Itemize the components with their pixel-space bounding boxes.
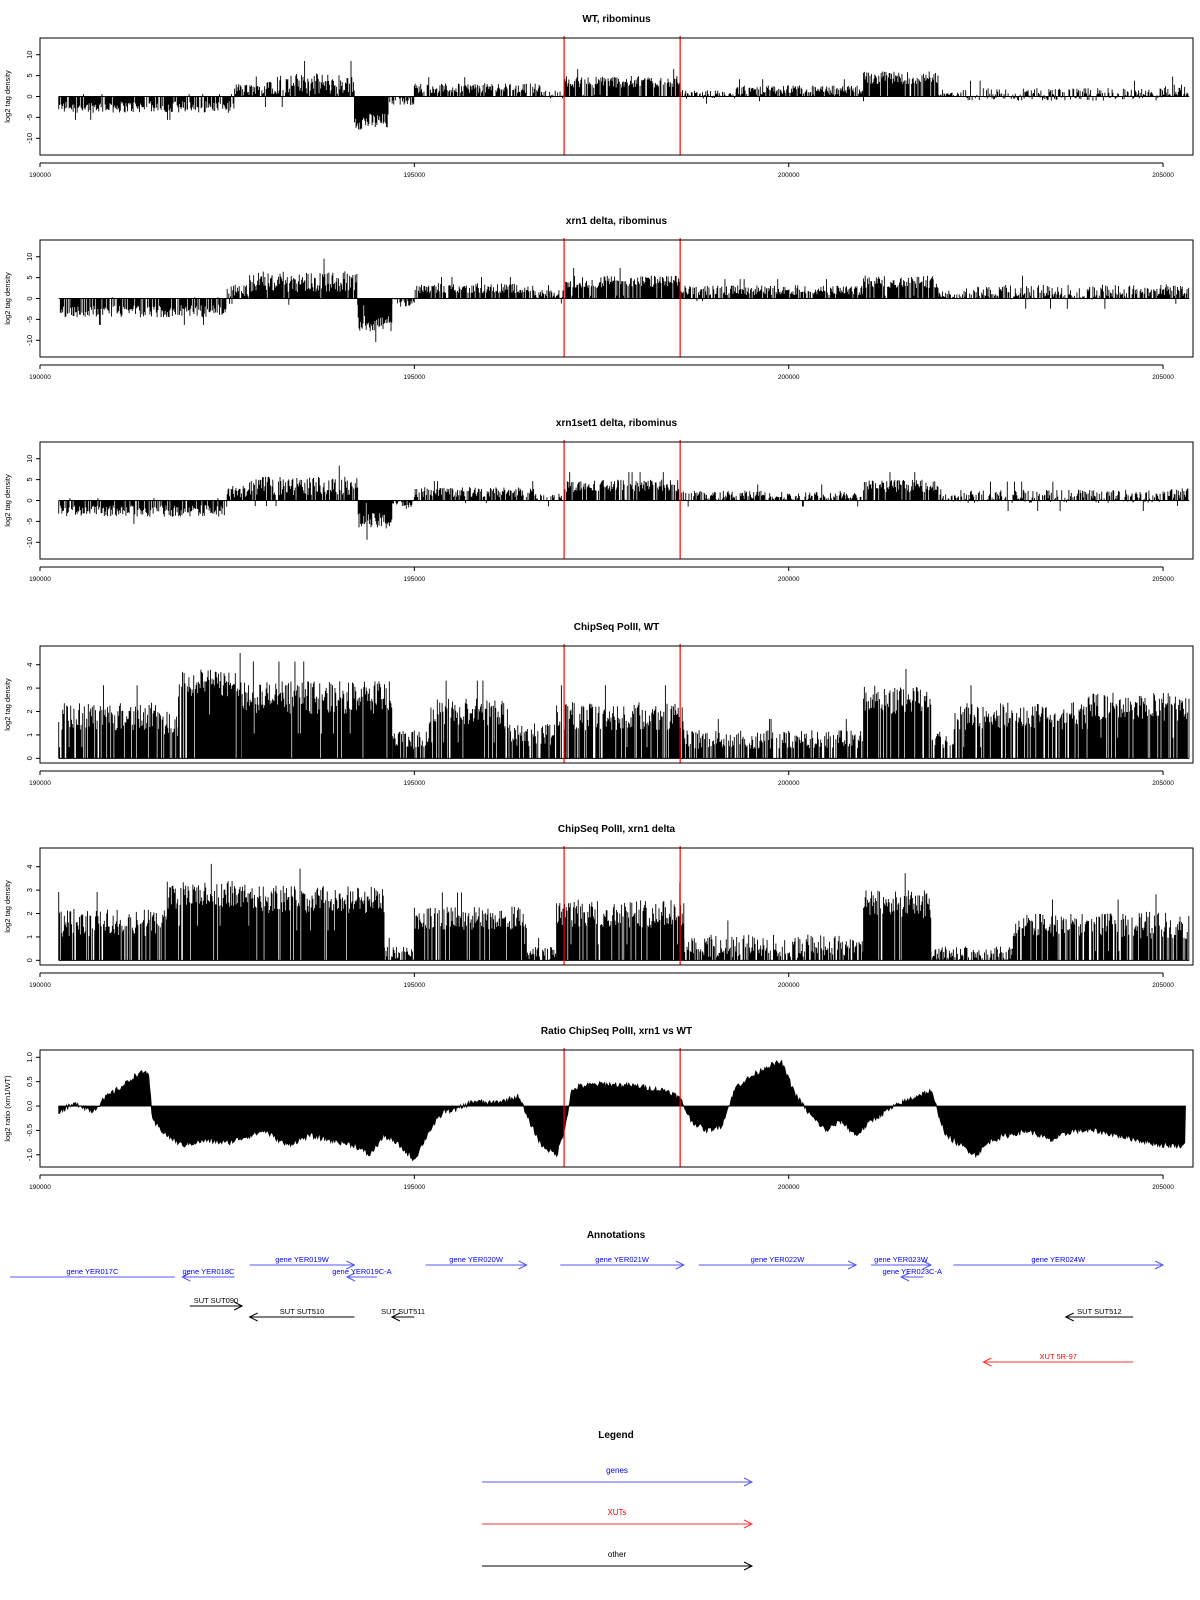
legend-label: XUTs [607,1508,627,1517]
signal-bars [393,731,429,759]
x-tick-label: 190000 [29,982,51,989]
signal-bars [354,97,388,130]
chart-panel-4 [3,622,1193,787]
y-tick-label: 5 [25,477,34,482]
feature-label: SUT SUT090 [193,1296,239,1305]
x-tick-label: 205000 [1152,982,1174,989]
chart-panel-5 [3,824,1193,989]
signal-bars [59,685,160,758]
feature-3 [332,1267,391,1281]
signal-bars [534,285,564,303]
signal-bars [235,76,264,96]
y-tick-label: 4 [25,864,34,869]
feature-5 [560,1255,684,1269]
signal-bars [736,79,863,101]
legend-label: other [607,1550,627,1559]
x-tick-label: 200000 [777,172,800,179]
y-tick-label: 2 [25,911,34,916]
legend-label: genes [606,1466,628,1475]
y-tick-label: 4 [25,662,34,667]
feature-label: gene YER023C-A [882,1267,942,1276]
feature-1 [182,1267,235,1281]
feature-0 [10,1267,175,1277]
signal-bars [864,669,931,758]
signal-bars [542,91,564,99]
legend-item-other [482,1550,752,1570]
y-axis-label: log2 tag density [3,678,12,731]
signal-bars [527,938,557,960]
chart-title: Ratio ChipSeq PolII, xrn1 vs WT [540,1026,693,1037]
signal-bars [414,77,541,96]
signal-bars [938,90,960,97]
chart-title: xrn1set1 delta, ribominus [555,418,678,429]
signal-bars [1088,693,1189,759]
y-axis-label: log2 tag density [3,474,12,527]
feature-8 [882,1267,941,1281]
signal-bars [429,681,503,759]
signal-bars [953,685,1087,758]
signal-bars [60,297,226,325]
x-tick-label: 200000 [777,374,800,381]
signal-bars [931,732,953,759]
feature-11 [250,1307,355,1321]
data-marks [59,653,1190,758]
y-tick-label: 0 [25,958,34,963]
x-tick-label: 200000 [777,780,800,787]
signal-bars [565,472,680,500]
chart-title: ChipSeq PolII, xrn1 delta [557,824,676,835]
x-tick-label: 205000 [1152,374,1174,381]
feature-9 [953,1255,1163,1269]
feature-13 [1066,1307,1133,1321]
y-tick-label: 0.0 [25,1100,34,1112]
x-tick-label: 195000 [403,374,426,381]
chart-title: ChipSeq PolII, WT [573,622,660,633]
signal-bars [961,81,1163,101]
signal-bars [384,938,414,960]
feature-label: gene YER021W [595,1255,649,1264]
x-tick-label: 190000 [29,172,51,179]
y-tick-label: 2 [25,709,34,714]
signal-bars [961,482,1163,511]
legend-item-genes [482,1466,752,1486]
signal-bars [680,279,863,301]
feature-14 [983,1352,1133,1366]
signal-bars [227,486,249,501]
signal-bars [864,873,931,960]
y-tick-label: -5 [25,316,34,323]
feature-label: SUT SUT510 [279,1307,325,1316]
signal-bars [392,501,414,509]
signal-bars [414,481,533,503]
signal-bars [265,61,355,107]
legend [482,1430,752,1570]
feature-6 [699,1255,856,1269]
signal-bars [242,661,392,758]
chart-panel-1 [3,14,1193,179]
x-tick-label: 205000 [1152,172,1174,179]
y-tick-label: 3 [25,888,34,893]
y-tick-label: 0.5 [25,1076,34,1087]
signal-bars [1163,488,1188,506]
y-tick-label: -5 [25,114,34,121]
data-marks [59,466,1190,540]
chart-title: WT, ribominus [582,14,651,25]
chart-title: xrn1 delta, ribominus [565,216,668,227]
feature-12 [381,1307,425,1321]
x-tick-label: 195000 [403,780,426,787]
x-tick-label: 195000 [403,576,426,583]
data-marks [59,864,1190,960]
signal-bars [179,653,241,758]
signal-bars [392,299,414,307]
feature-label: gene YER019W [275,1255,329,1264]
feature-label: gene YER020W [449,1255,503,1264]
signal-bars [684,921,863,961]
data-marks [59,1061,1186,1161]
chart-panel-6 [3,1026,1193,1191]
signal-bars [59,498,227,524]
chart-panel-2 [3,216,1193,381]
signal-bars [250,259,358,305]
signal-bars [931,947,1013,961]
y-axis-label: log2 ratio (xrn1/WT) [3,1075,12,1142]
annotations-title: Annotations [586,1230,646,1241]
y-tick-label: -10 [25,536,34,548]
y-axis-label: log2 tag density [3,880,12,933]
signal-bars [680,484,863,506]
signal-bars [1013,899,1125,960]
feature-label: gene YER023W [874,1255,928,1264]
x-tick-label: 200000 [777,1184,800,1191]
y-tick-label: 5 [25,275,34,280]
y-tick-label: 10 [25,454,34,463]
signal-bars [961,276,1163,309]
signal-bars [864,276,938,299]
x-tick-label: 205000 [1152,1184,1174,1191]
signal-bars [1163,284,1189,304]
y-tick-label: -10 [25,132,34,144]
annotations-track [10,1230,1163,1366]
chart-panel-3 [3,418,1193,583]
x-tick-label: 190000 [29,1184,51,1191]
signal-bars [59,94,234,120]
x-tick-label: 190000 [29,374,51,381]
signal-bars [415,277,533,299]
signal-bars [167,864,249,960]
y-tick-label: 0 [25,756,34,761]
x-tick-label: 200000 [777,576,800,583]
signal-bars [938,489,960,501]
y-axis-label: log2 tag density [3,70,12,123]
feature-label: SUT SUT512 [1077,1307,1122,1316]
signal-bars [684,719,862,758]
feature-label: XUT 5R-97 [1039,1352,1077,1361]
signal-bars [358,501,392,540]
x-tick-label: 190000 [29,576,51,583]
signal-bars [566,268,680,299]
x-tick-label: 195000 [403,982,426,989]
legend-item-xuts [482,1508,752,1528]
feature-label: SUT SUT511 [381,1307,426,1316]
signal-bars [250,869,384,961]
signal-bars [1163,76,1188,96]
y-tick-label: 5 [25,73,34,78]
x-tick-label: 195000 [403,172,426,179]
signal-bars [1126,894,1189,960]
x-tick-label: 205000 [1152,576,1174,583]
y-tick-label: 0 [25,296,34,301]
signal-bars [160,712,178,758]
signal-bars [227,285,249,304]
signal-bars [414,892,526,960]
feature-label: gene YER017C [66,1267,119,1276]
ratio-area [59,1061,1186,1161]
data-marks [59,61,1190,130]
y-axis-label: log2 tag density [3,272,12,325]
signal-bars [564,69,679,97]
x-tick-label: 205000 [1152,780,1174,787]
y-tick-label: -0.5 [25,1123,34,1137]
signal-bars [59,892,167,960]
signal-bars [557,883,684,961]
signal-bars [358,299,392,342]
signal-bars [864,71,938,96]
signal-bars [864,472,938,500]
y-tick-label: -1.0 [25,1148,34,1162]
y-tick-label: -10 [25,334,34,346]
y-tick-label: 0 [25,498,34,503]
y-tick-label: 3 [25,686,34,691]
feature-label: gene YER024W [1031,1255,1086,1264]
x-tick-label: 195000 [403,1184,426,1191]
y-tick-label: 1 [25,732,34,738]
feature-label: gene YER019C-A [332,1267,392,1276]
y-tick-label: 10 [25,50,34,59]
feature-label: gene YER018C [182,1267,235,1276]
x-tick-label: 200000 [777,982,800,989]
feature-10 [190,1296,242,1310]
y-tick-label: 0 [25,94,34,99]
y-tick-label: 1.0 [25,1052,34,1063]
data-marks [59,259,1190,342]
feature-label: gene YER022W [750,1255,805,1264]
y-tick-label: 1 [25,934,34,940]
signal-bars [504,709,554,758]
y-tick-label: 10 [25,252,34,261]
signal-bars [388,97,414,105]
signal-bars [557,685,684,758]
signal-bars [938,291,960,299]
legend-title: Legend [598,1430,634,1441]
feature-4 [426,1255,527,1269]
y-tick-label: -5 [25,518,34,525]
x-tick-label: 190000 [29,780,51,787]
